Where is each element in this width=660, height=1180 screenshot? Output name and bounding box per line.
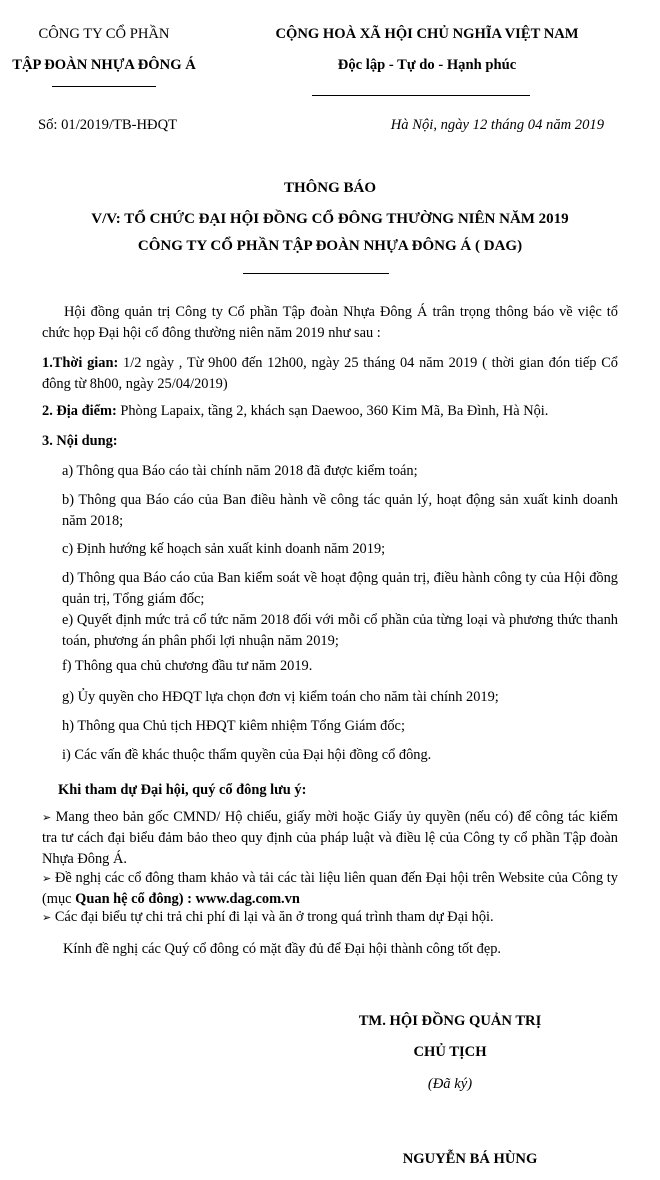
time-text: 1/2 ngày , Từ 9h00 đến 12h00, ngày 25 tháng 04 năm 2019 ( thời gian đón tiếp Cổ đông từ 8h00, ngày 25/04/2019) (42, 355, 619, 392)
title-subject-line1: V/V: TỔ CHỨC ĐẠI HỘI ĐỒNG CỔ ĐÔNG THƯỜNG NIÊN NĂM 2019 (91, 211, 569, 227)
content-heading: 3. Nội dung: (42, 433, 118, 449)
agenda-item: c) Định hướng kế hoạch sản xuất kinh doanh năm 2019; (62, 541, 386, 557)
place-date: Hà Nội, ngày 12 tháng 04 năm 2019 (390, 117, 604, 133)
company-name-line1: CÔNG TY CỔ PHẦN (38, 26, 170, 42)
company-name-line2: TẬP ĐOÀN NHỰA ĐÔNG Á (12, 57, 196, 73)
closing-sentence: Kính đề nghị các Quý cổ đông có mặt đầy đủ để Đại hội thành công tốt đẹp. (63, 941, 502, 957)
agenda-item: b) Thông qua Báo cáo của Ban điều hành về công tác quản lý, hoạt động sản xuất kinh doanh năm 2018; (62, 492, 618, 529)
agenda-item: h) Thông qua Chủ tịch HĐQT kiêm nhiệm Tổng Giám đốc; (62, 718, 405, 734)
title-subject-line2: CÔNG TY CỔ PHẦN TẬP ĐOÀN NHỰA ĐÔNG Á ( DAG) (137, 238, 523, 254)
intro-paragraph: Hội đồng quản trị Công ty Cổ phần Tập đoàn Nhựa Đông Á trân trọng thông báo về việc tổ chức họp Đại hội cổ đông thường niên năm 2019 như sau : (42, 304, 618, 341)
agenda-item: i) Các vấn đề khác thuộc thẩm quyền của Đại hội đồng cổ đông. (62, 747, 432, 763)
company-underline (52, 86, 156, 87)
note-text: Đề nghị các cổ đông tham khảo và tải các tài liệu liên quan đến Đại hội trên Website của Công ty (mục (42, 870, 618, 907)
location-label: 2. Địa điểm: (42, 403, 117, 419)
signer-name: NGUYỄN BÁ HÙNG (402, 1151, 538, 1167)
nation-title: CỘNG HOÀ XÃ HỘI CHỦ NGHĨA VIỆT NAM (275, 26, 579, 42)
document-title: THÔNG BÁO (283, 180, 377, 196)
agenda-item: g) Ủy quyền cho HĐQT lựa chọn đơn vị kiểm toán cho năm tài chính 2019; (62, 689, 499, 705)
time-paragraph (42, 353, 618, 395)
notes-heading: Khi tham dự Đại hội, quý cổ đông lưu ý: (58, 782, 307, 798)
website-link[interactable]: Quan hệ cổ đông) : www.dag.com.vn (75, 891, 300, 907)
arrow-bullet-icon: ➢ (42, 911, 52, 924)
note-item (42, 907, 618, 928)
note-text: Các đại biểu tự chi trả chi phí đi lại và ăn ở trong quá trình tham dự Đại hội. (54, 909, 494, 925)
signature-signed: (Đã ký) (427, 1076, 473, 1092)
motto: Độc lập - Tự do - Hạnh phúc (337, 57, 517, 73)
agenda-item: d) Thông qua Báo cáo của Ban kiểm soát về hoạt động quản trị, điều hành công ty của Hội đồng quản trị, Tổng giám đốc; (62, 570, 618, 607)
note-item (42, 868, 618, 910)
document-number: Số: 01/2019/TB-HĐQT (38, 117, 178, 133)
motto-underline (312, 95, 530, 96)
location-paragraph (42, 401, 618, 422)
note-item (42, 807, 618, 870)
signature-role: CHỦ TỊCH (413, 1044, 487, 1060)
location-text: Phòng Lapaix, tầng 2, khách sạn Daewoo, 360 Kim Mã, Ba Đình, Hà Nội. (116, 403, 549, 419)
note-text: Mang theo bản gốc CMND/ Hộ chiếu, giấy mời hoặc Giấy ủy quyền (nếu có) để công tác kiểm tra tư cách đại biểu đảm bảo theo quy định của pháp luật và điều lệ của Công ty cổ phần Tập đoàn Nhựa Đông Á. (42, 809, 618, 867)
title-underline (243, 273, 389, 274)
agenda-item: a) Thông qua Báo cáo tài chính năm 2018 đã được kiểm toán; (62, 463, 418, 479)
signature-organization: TM. HỘI ĐỒNG QUẢN TRỊ (358, 1013, 542, 1029)
time-label: 1.Thời gian: (42, 355, 119, 371)
arrow-bullet-icon: ➢ (42, 811, 52, 824)
agenda-item: f) Thông qua chủ chương đầu tư năm 2019. (62, 658, 313, 674)
agenda-item: e) Quyết định mức trả cổ tức năm 2018 đối với mỗi cổ phần của từng loại và phương thức thanh toán, phương án phân phối lợi nhuận năm 2019; (62, 612, 618, 649)
arrow-bullet-icon: ➢ (42, 872, 52, 885)
